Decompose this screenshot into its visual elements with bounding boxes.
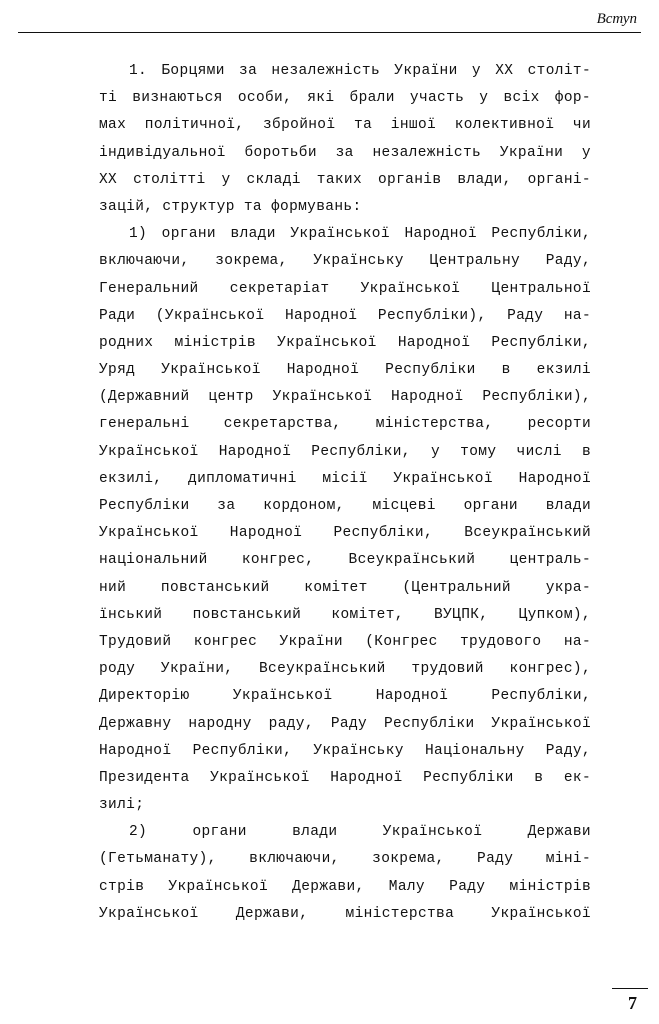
text-line: ХХ столітті у складі таких органів влади, органі- bbox=[99, 171, 591, 188]
text-line: Української Держави, міністерства Української bbox=[99, 905, 591, 922]
text-line: Трудовий конгрес України (Конгрес трудового на- bbox=[99, 633, 591, 650]
text-line: зацій, структур та формувань: bbox=[99, 198, 362, 215]
text-line: (Державний центр Української Народної Республіки), bbox=[99, 389, 591, 406]
text-line: Державну народну раду, Раду Республіки Української bbox=[99, 715, 591, 732]
text-line: Української Народної Республіки, Всеукраїнський bbox=[99, 525, 591, 542]
running-header-title: Вступ bbox=[596, 11, 637, 27]
body-text bbox=[99, 58, 591, 928]
text-line: зилі; bbox=[99, 797, 145, 814]
page-number: 7 bbox=[628, 993, 637, 1013]
text-line: національний конгрес, Всеукраїнський централь- bbox=[99, 552, 591, 569]
text-line: Генеральний секретаріат Української Центральної bbox=[99, 280, 591, 297]
text-line: Української Народної Республіки, у тому числі в bbox=[99, 443, 591, 460]
text-line: стрів Української Держави, Малу Раду міністрів bbox=[99, 878, 591, 895]
text-line: родних міністрів Української Народної Республіки, bbox=[99, 334, 591, 351]
text-line: Уряд Української Народної Республіки в екзилі bbox=[99, 362, 591, 379]
text-line: мах політичної, збройної та іншої колективної чи bbox=[99, 117, 591, 134]
text-line: Директорію Української Народної Республіки, bbox=[99, 688, 591, 705]
text-line: Ради (Української Народної Республіки), Раду на- bbox=[99, 307, 591, 324]
text-line: 1) органи влади Української Народної Республіки, bbox=[129, 226, 591, 243]
header-rule bbox=[18, 32, 641, 33]
text-line: ний повстанський комітет (Центральний укра- bbox=[99, 579, 591, 596]
text-line: (Гетьманату), включаючи, зокрема, Раду міні- bbox=[99, 851, 591, 868]
text-line: генеральні секретарства, міністерства, ресорти bbox=[99, 416, 591, 433]
text-line: Народної Республіки, Українську Національну Раду, bbox=[99, 742, 591, 759]
text-line: Президента Української Народної Республіки в ек- bbox=[99, 769, 591, 786]
text-line: їнський повстанський комітет, ВУЦПК, Цупком), bbox=[99, 606, 591, 623]
text-line: включаючи, зокрема, Українську Центральну Раду, bbox=[99, 253, 591, 270]
text-line: ті визнаються особи, які брали участь у всіх фор- bbox=[99, 90, 591, 107]
text-line: Республіки за кордоном, місцеві органи влади bbox=[99, 498, 591, 514]
text-line: індивідуальної боротьби за незалежність України у bbox=[99, 144, 591, 161]
text-line: 2) органи влади Української Держави bbox=[129, 824, 591, 841]
text-line: 1. Борцями за незалежність України у ХХ століт- bbox=[129, 63, 591, 79]
text-line: екзилі, дипломатичні місії Української Народної bbox=[99, 470, 591, 487]
text-line: роду України, Всеукраїнський трудовий конгрес), bbox=[99, 661, 591, 678]
footer-rule bbox=[612, 988, 648, 989]
